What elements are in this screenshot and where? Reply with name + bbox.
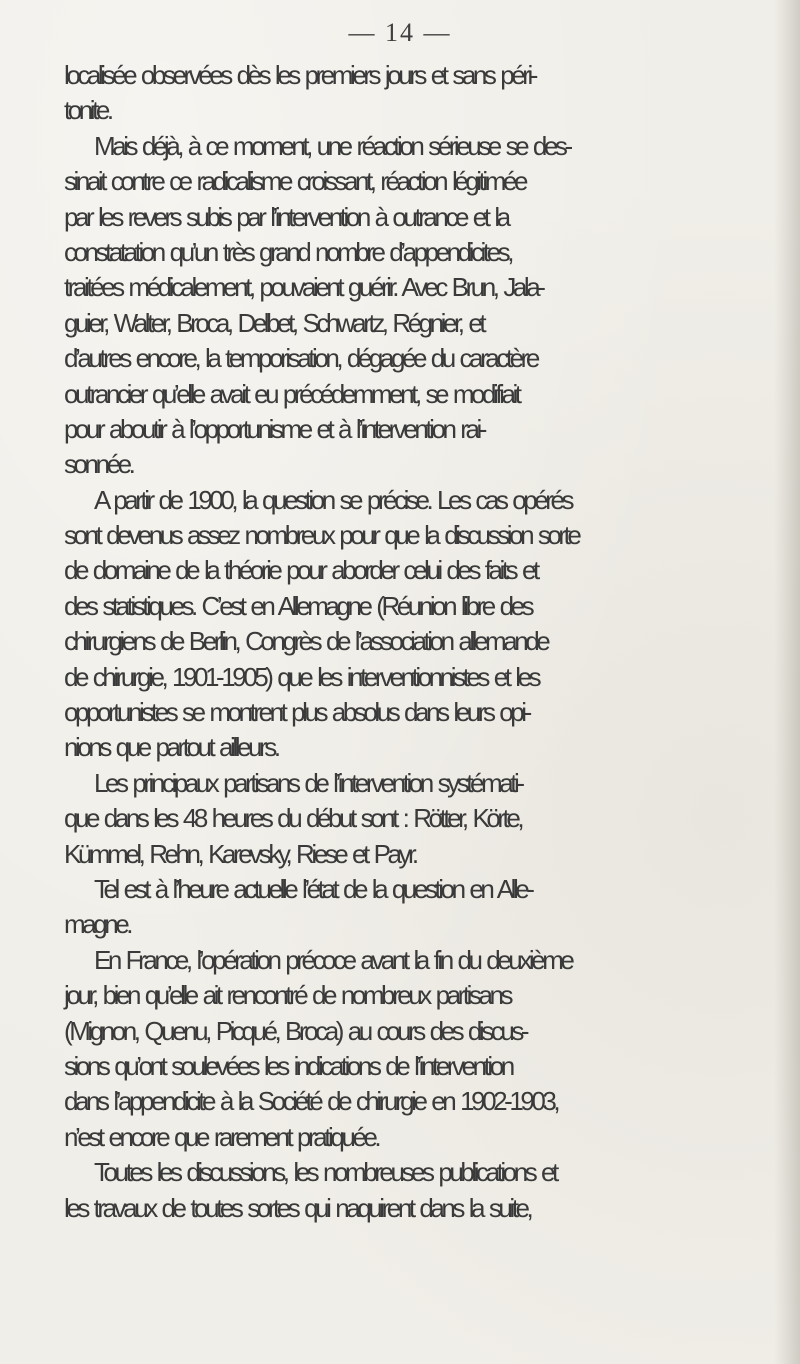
text-line: sions qu’ont soulevées les indications de l’intervention (64, 1050, 512, 1081)
text-line: n’est encore que rarement pratiquée. (64, 1121, 379, 1152)
text-line: En France, l’opération précoce avant la fin du deuxième (94, 944, 572, 975)
text-line: Kümmel, Rehn, Karevsky, Riese et Payr. (64, 838, 416, 869)
text-line: sinait contre ce radicalisme croissant, réaction légitimée (64, 166, 525, 197)
text-line: chirurgiens de Berlin, Congrès de l’association allemande (64, 626, 548, 657)
text-line: opportunistes se montrent plus absolus dans leurs opi- (64, 697, 529, 728)
text-line: sonnée. (64, 449, 133, 480)
text-line: outrancier qu’elle avait eu précédemment, se modifiait (64, 378, 519, 409)
text-line: Les principaux partisans de l’intervention systémati- (94, 767, 522, 798)
text-line: (Mignon, Quenu, Picqué, Broca) au cours des discus- (64, 1015, 527, 1046)
text-line: A partir de 1900, la question se précise. Les cas opérés (94, 484, 572, 515)
text-line: tonite. (64, 95, 111, 126)
text-line: dans l’appendicite à la Société de chirurgie en 1902-1903, (64, 1086, 558, 1117)
text-line: localisée observées dès les premiers jours et sans péri- (64, 60, 535, 90)
text-line: Mais déjà, à ce moment, une réaction sérieuse se des- (94, 130, 570, 161)
text-line: que dans les 48 heures du début sont : Rötter, Körte, (64, 803, 522, 834)
text-line: d’autres encore, la temporisation, dégagée du caractère (64, 343, 537, 374)
text-line: magne. (64, 909, 131, 940)
text-line: constatation qu’un très grand nombre d’appendicites, (64, 236, 511, 267)
text-line: par les revers subis par l’intervention à outrance et la (64, 201, 508, 232)
text-line: Toutes les discussions, les nombreuses publications et (94, 1157, 556, 1188)
text-line: jour, bien qu’elle ait rencontré de nombreux partisans (64, 980, 511, 1011)
body-text (64, 58, 780, 1226)
text-line: des statistiques. C’est en Allemagne (Réunion libre des (64, 590, 532, 621)
text-line: traitées médicalement, pouvaient guérir. Avec Brun, Jala- (64, 272, 543, 303)
text-line: nions que partout ailleurs. (64, 732, 278, 763)
page-number: — 14 — (348, 18, 452, 47)
text-line: de domaine de la théorie pour aborder celui des faits et (64, 555, 537, 586)
text-line: les travaux de toutes sortes qui naquirent dans la suite, (64, 1192, 531, 1223)
text-line: Tel est à l’heure actuelle l’état de la question en Alle- (94, 873, 532, 904)
text-line: sont devenus assez nombreux pour que la discussion sorte (64, 520, 579, 551)
text-line: pour aboutir à l’opportunisme et à l’intervention rai- (64, 413, 485, 444)
text-line: de chirurgie, 1901-1905) que les interventionnistes et les (64, 661, 539, 692)
text-line: guier, Walter, Broca, Delbet, Schwartz, Régnier, et (64, 307, 484, 338)
